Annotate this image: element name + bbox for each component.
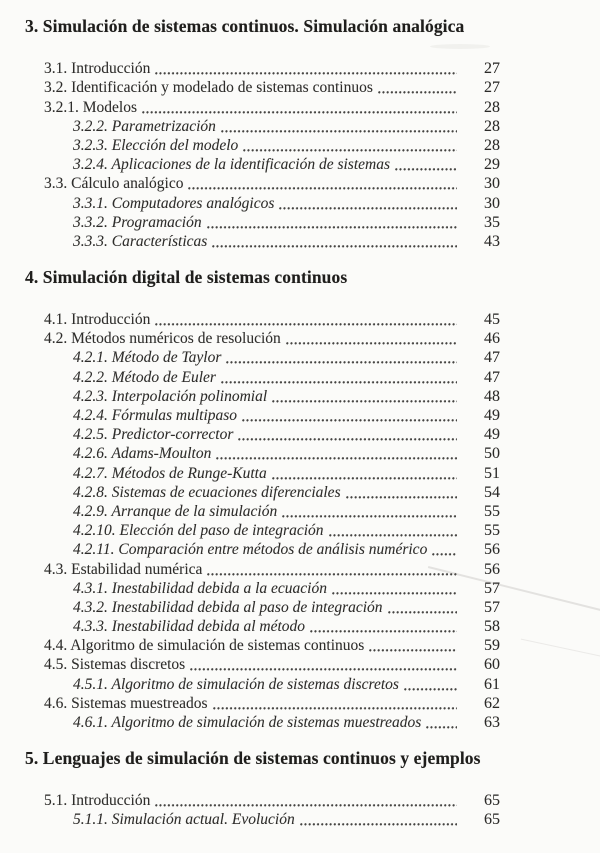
- entry-page-number: 47: [484, 349, 500, 367]
- entry-page-number: 27: [484, 60, 500, 78]
- toc-entry: [25, 463, 500, 482]
- toc-entry: [25, 348, 500, 367]
- toc-entry: [25, 406, 500, 425]
- toc-entry: [25, 559, 500, 578]
- entry-page-number: 27: [484, 79, 500, 97]
- entry-label: 4.2.9. Arranque de la simulación: [73, 502, 278, 520]
- entry-label: 3.2.1. Modelos: [44, 98, 137, 116]
- chapter-title: 4. Simulación digital de sistemas continuos: [25, 266, 348, 287]
- entry-label: 4.3.1. Inestabilidad debida a la ecuación: [73, 579, 327, 597]
- dot-leader: [190, 668, 457, 671]
- dot-leader: [282, 515, 457, 518]
- entry-label: 4.5.1. Algoritmo de simulación de sistemas discretos: [73, 675, 399, 693]
- toc-entry: [25, 810, 500, 829]
- toc-entry: [25, 713, 500, 732]
- entry-page-number: 65: [484, 811, 500, 829]
- entry-page-number: 55: [484, 522, 500, 540]
- entry-page-number: 57: [484, 598, 500, 616]
- entry-page-number: 28: [484, 136, 500, 154]
- toc-entry: [25, 617, 500, 636]
- dot-leader: [155, 804, 457, 807]
- entry-label: 4.2.5. Predictor-corrector: [73, 426, 234, 444]
- entry-page-number: 45: [484, 311, 500, 329]
- entry-label: 3.3.3. Características: [73, 232, 208, 250]
- toc-entry: [25, 598, 500, 617]
- toc-entry: [25, 310, 500, 329]
- entry-page-number: 61: [484, 675, 500, 693]
- entry-page-number: 46: [484, 330, 500, 348]
- entry-label: 4.6. Sistemas muestreados: [44, 694, 208, 712]
- dot-leader: [272, 477, 457, 480]
- toc-entry: [25, 213, 500, 232]
- entry-page-number: 49: [484, 407, 500, 424]
- entry-page-number: 62: [484, 694, 500, 712]
- toc-entry: [25, 193, 500, 212]
- entry-label: 4.2.6. Adams-Moulton: [73, 445, 212, 463]
- entry-label: 4.2.4. Fórmulas multipaso: [73, 407, 238, 424]
- entry-page-number: 30: [484, 194, 500, 212]
- toc-entry: [25, 483, 500, 502]
- entry-label: 3.3.2. Programación: [73, 213, 202, 231]
- toc-entry: [25, 174, 500, 193]
- entry-label: 4.2.1. Método de Taylor: [73, 349, 222, 367]
- entry-page-number: 56: [484, 541, 500, 559]
- toc-entry: [25, 78, 500, 97]
- dot-leader: [216, 457, 457, 460]
- dot-leader: [388, 611, 457, 614]
- entry-page-number: 28: [484, 98, 500, 116]
- chapter-section-5: [25, 748, 500, 829]
- dot-leader: [369, 649, 457, 652]
- entry-label: 4.2.11. Comparación entre métodos de análisis numérico: [73, 541, 428, 559]
- entry-page-number: 51: [484, 464, 500, 482]
- entry-label: 4.2.7. Métodos de Runge-Kutta: [73, 464, 267, 482]
- dot-leader: [238, 438, 457, 441]
- entry-label: 3.2.4. Aplicaciones de la identificación de sistemas: [73, 156, 390, 174]
- entry-page-number: 63: [484, 714, 500, 731]
- chapter-title: 5. Lenguajes de simulación de sistemas continuos y ejemplos: [25, 748, 481, 768]
- toc-entry: [25, 579, 500, 598]
- entry-page-number: 56: [484, 560, 500, 578]
- toc-entry: [25, 655, 500, 674]
- chapter-section-4: [25, 267, 500, 732]
- entry-page-number: 50: [484, 445, 500, 463]
- entry-label: 3.2.3. Elección del modelo: [73, 136, 239, 154]
- dot-leader: [329, 534, 457, 537]
- dot-leader: [404, 688, 457, 691]
- toc-entry: [25, 636, 500, 655]
- entry-label: 4.5. Sistemas discretos: [44, 656, 186, 674]
- chapter-section-3: [25, 16, 500, 251]
- entry-label: 4.4. Algoritmo de simulación de sistemas continuos: [44, 637, 365, 655]
- dot-leader: [212, 245, 457, 248]
- dot-leader: [310, 630, 457, 633]
- entry-page-number: 49: [484, 426, 500, 444]
- toc-entry: [25, 367, 500, 386]
- entry-label: 4.2.3. Interpolación polinomial: [73, 387, 268, 405]
- dot-leader: [432, 553, 457, 556]
- dot-leader: [242, 419, 457, 422]
- dot-leader: [332, 592, 457, 595]
- toc-entry: [25, 97, 500, 116]
- toc-entry: [25, 387, 500, 406]
- entry-label: 3.1. Introducción: [44, 60, 151, 78]
- entry-label: 4.3.2. Inestabilidad debida al paso de integración: [73, 598, 383, 616]
- chapter-entries: [25, 791, 500, 829]
- dot-leader: [395, 168, 457, 171]
- chapter-entries: [25, 59, 500, 251]
- entry-label: 3.3.1. Computadores analógicos: [73, 194, 275, 212]
- toc-entry: [25, 444, 500, 463]
- dot-leader: [226, 361, 457, 364]
- dot-leader: [155, 323, 457, 326]
- entry-label: 4.1. Introducción: [44, 311, 151, 329]
- dot-leader: [300, 823, 457, 826]
- dot-leader: [286, 342, 457, 345]
- entry-page-number: 35: [484, 213, 500, 231]
- toc-entry: [25, 694, 500, 713]
- entry-label: 4.6.1. Algoritmo de simulación de sistemas muestreados: [73, 714, 422, 731]
- entry-label: 5.1.1. Simulación actual. Evolución: [73, 811, 295, 829]
- entry-label: 3.3. Cálculo analógico: [44, 175, 184, 193]
- dot-leader: [221, 130, 457, 133]
- dot-leader: [213, 707, 457, 710]
- toc-entry: [25, 136, 500, 155]
- dot-leader: [207, 226, 457, 229]
- toc-entry: [25, 232, 500, 251]
- toc-entry: [25, 329, 500, 348]
- toc-entry: [25, 674, 500, 693]
- toc-entry: [25, 59, 500, 78]
- chapter-entries: [25, 310, 500, 732]
- toc-entry: [25, 502, 500, 521]
- entry-page-number: 57: [484, 579, 500, 597]
- chapter-title: 3. Simulación de sistemas continuos. Simulación analógica: [25, 16, 465, 36]
- entry-page-number: 60: [484, 656, 500, 674]
- entry-page-number: 47: [484, 368, 500, 386]
- toc-entry: [25, 791, 500, 810]
- entry-page-number: 55: [484, 502, 500, 520]
- scan-artifact: [521, 639, 600, 659]
- entry-label: 3.2. Identificación y modelado de sistemas continuos: [44, 79, 373, 97]
- dot-leader: [142, 111, 457, 114]
- dot-leader: [207, 573, 457, 576]
- entry-label: 5.1. Introducción: [44, 792, 151, 810]
- dot-leader: [346, 496, 457, 499]
- toc-entry: [25, 521, 500, 540]
- dot-leader: [221, 381, 457, 384]
- entry-label: 4.3. Estabilidad numérica: [44, 560, 203, 578]
- entry-page-number: 28: [484, 117, 500, 135]
- entry-label: 4.3.3. Inestabilidad debida al método: [73, 618, 306, 636]
- toc-entry: [25, 540, 500, 559]
- dot-leader: [426, 726, 457, 729]
- entry-page-number: 54: [484, 483, 500, 501]
- entry-page-number: 43: [484, 232, 500, 250]
- entry-page-number: 30: [484, 175, 500, 193]
- dot-leader: [378, 91, 457, 94]
- entry-label: 4.2.2. Método de Euler: [73, 368, 216, 386]
- entry-label: 4.2.10. Elección del paso de integración: [73, 522, 324, 540]
- dot-leader: [155, 72, 457, 75]
- entry-page-number: 58: [484, 618, 500, 636]
- dot-leader: [272, 400, 457, 403]
- toc-entry: [25, 155, 500, 174]
- dot-leader: [188, 187, 457, 190]
- entry-label: 3.2.2. Parametrización: [73, 117, 216, 135]
- dot-leader: [279, 207, 457, 210]
- entry-page-number: 65: [484, 792, 500, 810]
- entry-page-number: 48: [484, 387, 500, 405]
- toc-entry: [25, 117, 500, 136]
- entry-page-number: 29: [484, 156, 500, 174]
- entry-label: 4.2. Métodos numéricos de resolución: [44, 330, 281, 348]
- dot-leader: [243, 149, 457, 152]
- toc-entry: [25, 425, 500, 444]
- entry-label: 4.2.8. Sistemas de ecuaciones diferenciales: [73, 483, 341, 501]
- entry-page-number: 59: [484, 637, 500, 655]
